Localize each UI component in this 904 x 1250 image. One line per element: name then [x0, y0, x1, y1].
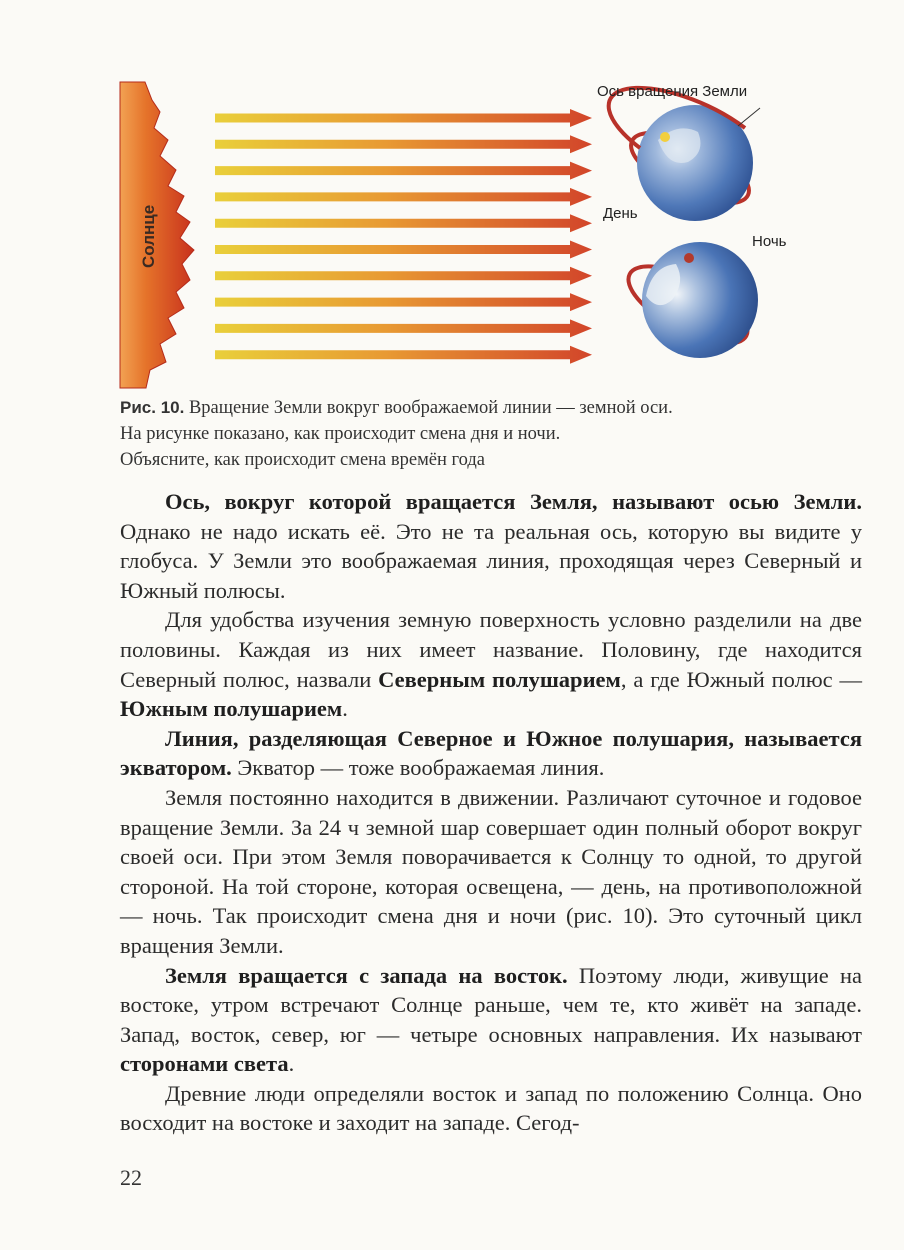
figure-illustration [0, 0, 904, 392]
caption-line-2: На рисунке показано, как происходит смена дня и ночи. [120, 424, 561, 444]
term-cardinal-directions: сторонами света [120, 1051, 289, 1077]
axis-label: Ось вращения Земли [597, 83, 748, 100]
term-northern-hemisphere: Северным полушарием [378, 666, 621, 692]
sun-ray-arrow [215, 214, 592, 232]
globe-top [609, 88, 760, 221]
night-label: Ночь [752, 233, 787, 250]
figure-number: Рис. 10. [120, 398, 185, 417]
figure-caption [120, 395, 880, 473]
day-label: День [603, 205, 638, 222]
sun-ray-arrow [215, 293, 592, 311]
paragraph-text: Поэтому люди, живущие на востоке, утром встречают Солнце раньше, чем те, кто живёт на западе. Запад, восток, север, юг — четыре основных направления. Их называют [120, 962, 862, 1047]
axis-pointer-line [738, 108, 760, 126]
paragraph-rotation: Земля постоянно находится в движении. Различают суточное и годовое вращение Земли. За 24 ч земной шар совершает один полный оборот вокруг своей оси. При этом Земля поворачивается к Солнцу то одной, то другой стороной. На той стороне, которая освещена, — день, на противоположной — ночь. Так происходит смена дня и ночи (рис. 10). Это суточный цикл вращения Земли. [120, 784, 862, 958]
paragraph-ancient: Древние люди определяли восток и запад по положению Солнца. Оно восходит на востоке и заходит на западе. Сегод- [120, 1080, 862, 1136]
paragraph-axis [120, 487, 862, 605]
globe-bottom [618, 242, 759, 359]
term-southern-hemisphere: Южным полушарием [120, 696, 343, 722]
paragraph-direction [120, 961, 862, 1079]
paragraph-text: Однако не надо искать её. Это не та реальная ось, которую вы видите у глобуса. У Земли это воображаемая линия, проходящая через Северный и Южный полюсы. [120, 518, 862, 603]
sun-rays [215, 109, 592, 364]
sun [120, 82, 194, 388]
figure-earth-rotation [0, 0, 904, 392]
caption-line-1-text: Вращение Земли вокруг воображаемой линии — земной оси. [188, 398, 673, 418]
sun-ray-arrow [215, 162, 592, 180]
term-west-to-east: Земля вращается с запада на восток. [165, 962, 568, 988]
sun-ray-arrow [215, 109, 592, 127]
sun-ray-arrow [215, 346, 592, 364]
caption-line-1 [120, 395, 880, 421]
paragraph-hemispheres [120, 605, 862, 723]
sun-ray-arrow [215, 241, 592, 259]
paragraph-text: Экватор — тоже воображаемая линия. [231, 755, 605, 781]
caption-line-3: Объясните, как происходит смена времён года [120, 450, 486, 470]
paragraph-text: . [342, 696, 348, 722]
paragraph-text: Для удобства изучения земную поверхность условно разделили на две половины. Каждая из них имеет название. Половину, где находится Северный полюс, назвали [120, 607, 862, 692]
paragraph-text: , а где Южный полюс — [620, 666, 862, 692]
page-number: 22 [120, 1165, 142, 1190]
term-earth-axis: Ось, вокруг которой вращается Земля, называют осью Земли. [165, 489, 862, 514]
sun-label: Солнце [139, 204, 158, 268]
paragraph-equator [120, 724, 862, 783]
sun-ray-arrow [215, 188, 592, 206]
paragraph-text: . [288, 1051, 295, 1077]
sun-ray-arrow [215, 135, 592, 153]
body-text [120, 487, 862, 1138]
sun-ray-arrow [215, 267, 592, 285]
term-equator: Линия, разделяющая Северное и Южное полушария, называется экватором. [120, 725, 862, 781]
sun-ray-arrow [215, 319, 592, 337]
